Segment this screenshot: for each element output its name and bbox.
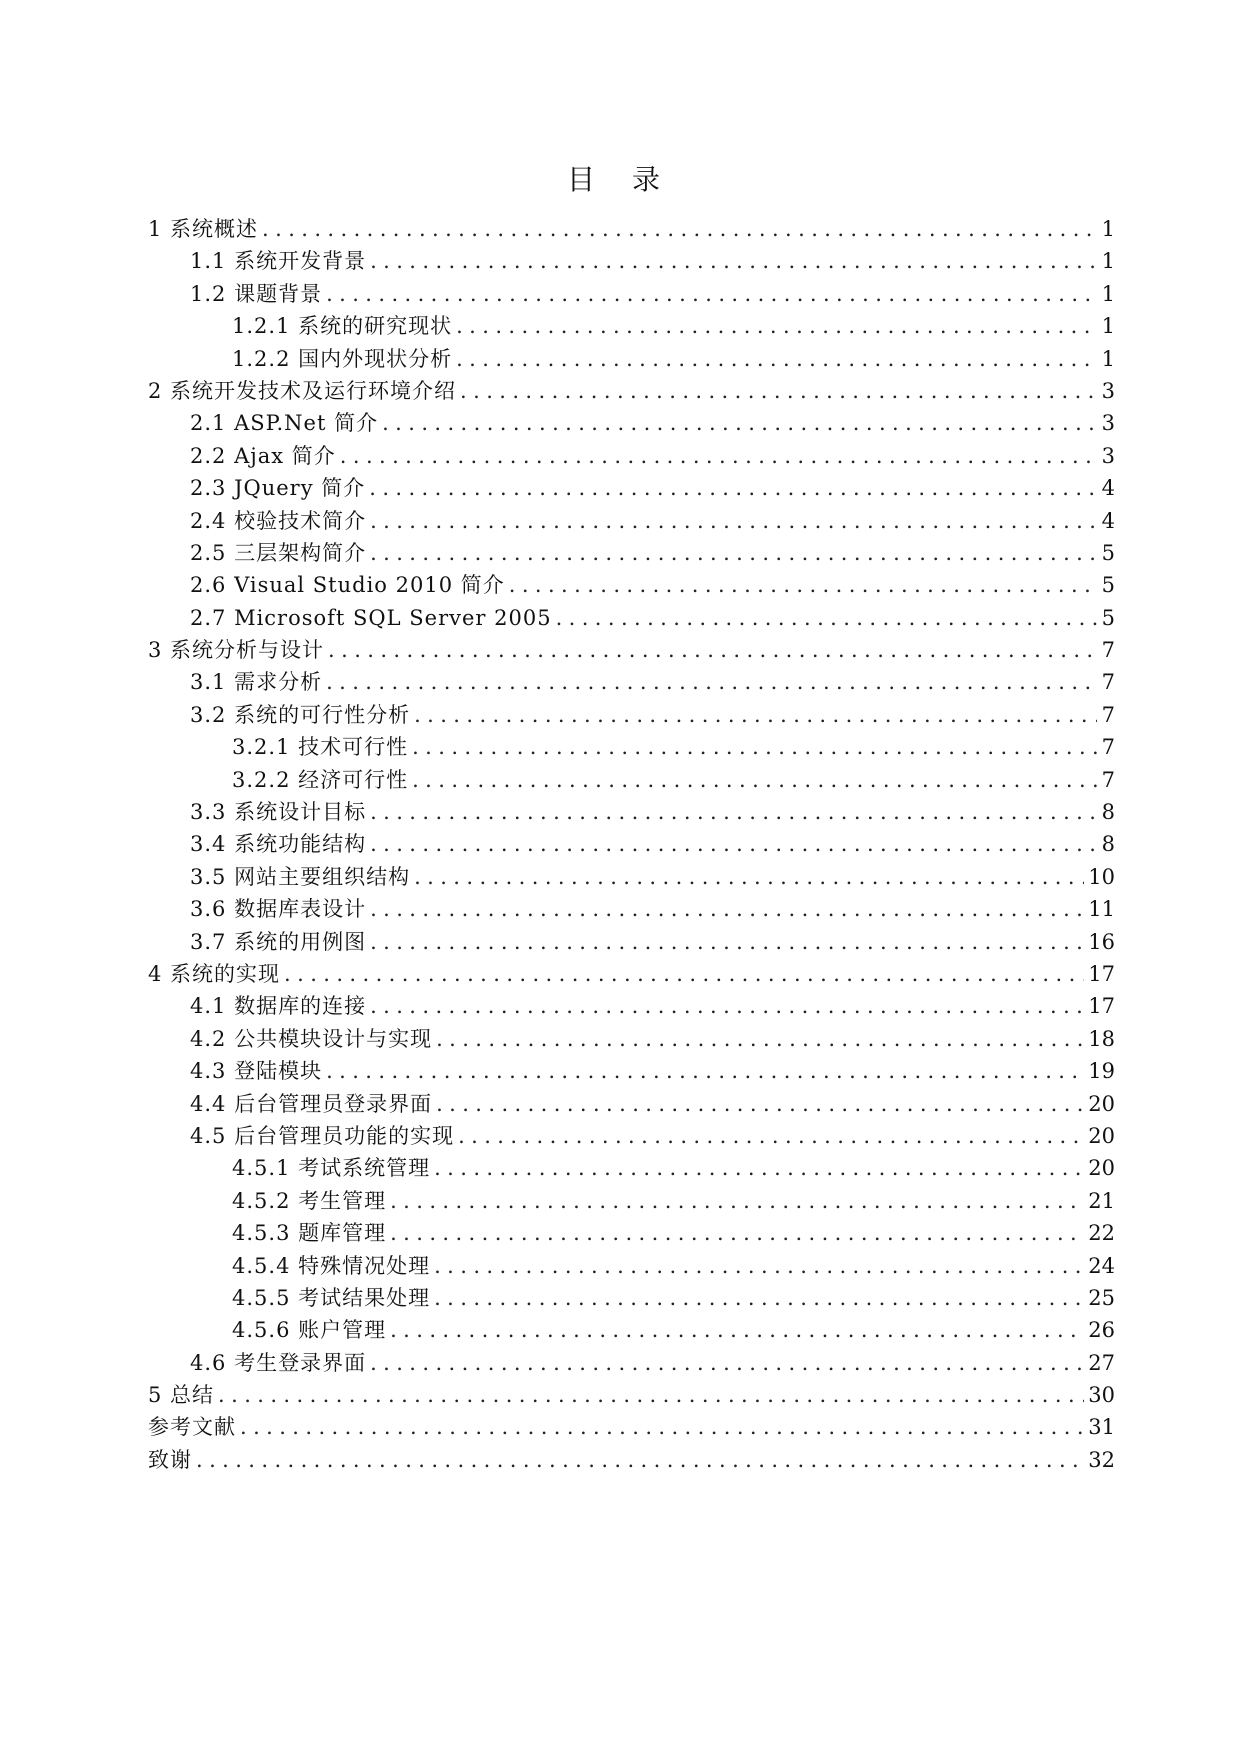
toc-dot-leader — [390, 1314, 1084, 1346]
toc-entry[interactable] — [148, 699, 1115, 731]
toc-entry-title: 3.4 系统功能结构 — [190, 832, 367, 857]
toc-page-number: 7 — [1101, 735, 1115, 760]
toc-dot-leader — [509, 569, 1097, 601]
toc-page-number: 3 — [1101, 378, 1115, 403]
toc-entry-title: 3.2.2 经济可行性 — [232, 767, 409, 792]
toc-page-number: 7 — [1101, 638, 1115, 663]
toc-entry-title: 3.6 数据库表设计 — [190, 897, 367, 922]
toc-entry[interactable] — [148, 407, 1115, 439]
toc-entry[interactable] — [148, 569, 1115, 601]
toc-entry-title: 3.3 系统设计目标 — [190, 800, 367, 825]
toc-entry[interactable] — [148, 310, 1115, 342]
toc-page-number: 5 — [1101, 605, 1115, 630]
toc-dot-leader — [196, 1444, 1084, 1476]
toc-dot-leader — [370, 893, 1084, 925]
toc-dot-leader — [370, 245, 1097, 277]
toc-page-number: 30 — [1088, 1383, 1115, 1408]
toc-entry-title: 4.5.6 账户管理 — [232, 1318, 387, 1343]
toc-dot-leader — [370, 796, 1097, 828]
toc-entry-title: 2 系统开发技术及运行环境介绍 — [148, 378, 457, 403]
toc-entry-title: 4 系统的实现 — [148, 961, 281, 986]
toc-page-number: 22 — [1088, 1221, 1115, 1246]
toc-entry[interactable] — [148, 537, 1115, 569]
toc-entry[interactable] — [148, 1314, 1115, 1346]
toc-page-number: 25 — [1088, 1285, 1115, 1310]
toc-entry-title: 2.1 ASP.Net 简介 — [190, 411, 379, 436]
toc-dot-leader — [284, 958, 1084, 990]
toc-entry-title: 1.2 课题背景 — [190, 281, 323, 306]
toc-dot-leader — [382, 407, 1097, 439]
toc-entry-title: 参考文献 — [148, 1415, 236, 1440]
toc-page-number: 8 — [1101, 832, 1115, 857]
toc-entry[interactable] — [148, 1347, 1115, 1379]
toc-entry[interactable] — [148, 505, 1115, 537]
toc-entry-title: 4.2 公共模块设计与实现 — [190, 1026, 433, 1051]
toc-dot-leader — [412, 764, 1097, 796]
toc-dot-leader — [370, 828, 1097, 860]
toc-entry-title: 2.7 Microsoft SQL Server 2005 — [190, 605, 552, 630]
toc-entry-title: 4.5 后台管理员功能的实现 — [190, 1123, 455, 1148]
toc-entry[interactable] — [148, 1152, 1115, 1184]
toc-entry[interactable] — [148, 893, 1115, 925]
toc-page-number: 16 — [1088, 929, 1115, 954]
toc-page-number: 20 — [1088, 1123, 1115, 1148]
toc-entry[interactable] — [148, 764, 1115, 796]
toc-entry-title: 1.2.2 国内外现状分析 — [232, 346, 453, 371]
toc-page-number: 5 — [1101, 540, 1115, 565]
toc-entry[interactable] — [148, 1282, 1115, 1314]
toc-entry-title: 1.2.1 系统的研究现状 — [232, 314, 453, 339]
toc-entry[interactable] — [148, 1185, 1115, 1217]
toc-dot-leader — [370, 926, 1084, 958]
toc-page-number: 17 — [1088, 961, 1115, 986]
toc-entry[interactable] — [148, 958, 1115, 990]
toc-page-number: 1 — [1101, 249, 1115, 274]
toc-dot-leader — [328, 634, 1097, 666]
toc-entry-title: 3 系统分析与设计 — [148, 638, 325, 663]
toc-dot-leader — [218, 1379, 1084, 1411]
toc-page-number: 27 — [1088, 1350, 1115, 1375]
toc-dot-leader — [456, 310, 1097, 342]
toc-entry[interactable] — [148, 990, 1115, 1022]
toc-entry-title: 4.5.3 题库管理 — [232, 1221, 387, 1246]
toc-entry-title: 2.6 Visual Studio 2010 简介 — [190, 573, 505, 598]
toc-dot-leader — [456, 343, 1097, 375]
toc-entry[interactable] — [148, 1023, 1115, 1055]
toc-dot-leader — [434, 1282, 1084, 1314]
toc-dot-leader — [458, 1120, 1084, 1152]
toc-page-number: 4 — [1101, 508, 1115, 533]
toc-entry-title: 4.5.1 考试系统管理 — [232, 1156, 431, 1181]
toc-page-number: 24 — [1088, 1253, 1115, 1278]
toc-page-number: 19 — [1088, 1059, 1115, 1084]
toc-dot-leader — [556, 602, 1097, 634]
toc-entry-title: 2.4 校验技术简介 — [190, 508, 367, 533]
toc-dot-leader — [369, 472, 1097, 504]
toc-entry-title: 3.1 需求分析 — [190, 670, 323, 695]
toc-page-number: 7 — [1101, 702, 1115, 727]
toc-dot-leader — [434, 1152, 1084, 1184]
toc-entry-title: 4.5.4 特殊情况处理 — [232, 1253, 431, 1278]
page-title: 目 录 — [567, 163, 674, 196]
toc-dot-leader — [412, 731, 1097, 763]
toc-page-number: 3 — [1101, 443, 1115, 468]
toc-page-number: 5 — [1101, 573, 1115, 598]
toc-page-number: 17 — [1088, 994, 1115, 1019]
toc-page-number: 1 — [1101, 314, 1115, 339]
toc-dot-leader — [390, 1185, 1084, 1217]
toc-entry-title: 2.2 Ajax 简介 — [190, 443, 336, 468]
toc-entry[interactable] — [148, 343, 1115, 375]
toc-entry-title: 4.4 后台管理员登录界面 — [190, 1091, 433, 1116]
toc-entry-title: 4.6 考生登录界面 — [190, 1350, 367, 1375]
toc-dot-leader — [460, 375, 1097, 407]
toc-dot-leader — [436, 1023, 1084, 1055]
toc-dot-leader — [240, 1411, 1084, 1443]
toc-page-number: 7 — [1101, 670, 1115, 695]
toc-page-number: 20 — [1088, 1156, 1115, 1181]
toc-dot-leader — [414, 861, 1084, 893]
toc-entry[interactable] — [148, 1055, 1115, 1087]
toc-entry-title: 4.5.5 考试结果处理 — [232, 1285, 431, 1310]
toc-page-number: 31 — [1088, 1415, 1115, 1440]
toc-dot-leader — [414, 699, 1097, 731]
toc-entry-title: 4.1 数据库的连接 — [190, 994, 367, 1019]
toc-page-number: 7 — [1101, 767, 1115, 792]
toc-page-number: 11 — [1088, 897, 1115, 922]
toc-entry-title: 1 系统概述 — [148, 217, 259, 241]
toc-entry[interactable] — [148, 472, 1115, 504]
toc-dot-leader — [370, 505, 1097, 537]
toc-entry-title: 4.3 登陆模块 — [190, 1059, 323, 1084]
table-of-contents — [148, 213, 1115, 1476]
toc-entry-title: 4.5.2 考生管理 — [232, 1188, 387, 1213]
toc-entry[interactable] — [148, 1379, 1115, 1411]
toc-dot-leader — [326, 666, 1097, 698]
toc-entry-title: 3.2.1 技术可行性 — [232, 735, 409, 760]
toc-entry[interactable] — [148, 926, 1115, 958]
toc-entry[interactable] — [148, 1217, 1115, 1249]
toc-page-number: 1 — [1101, 281, 1115, 306]
toc-page-number: 10 — [1088, 864, 1115, 889]
toc-entry[interactable] — [148, 1250, 1115, 1282]
toc-entry-title: 5 总结 — [148, 1383, 215, 1408]
toc-page-number: 3 — [1101, 411, 1115, 436]
toc-page-number: 18 — [1088, 1026, 1115, 1051]
toc-page-number: 1 — [1101, 346, 1115, 371]
toc-page-number: 1 — [1101, 217, 1115, 241]
toc-dot-leader — [326, 278, 1097, 310]
toc-entry[interactable] — [148, 245, 1115, 277]
toc-entry[interactable] — [148, 1120, 1115, 1152]
toc-entry[interactable] — [148, 796, 1115, 828]
toc-entry-title: 1.1 系统开发背景 — [190, 249, 367, 274]
toc-dot-leader — [390, 1217, 1084, 1249]
toc-entry-title: 2.3 JQuery 简介 — [190, 476, 366, 501]
toc-entry-title: 3.5 网站主要组织结构 — [190, 864, 411, 889]
toc-dot-leader — [370, 990, 1084, 1022]
toc-dot-leader — [370, 1347, 1084, 1379]
toc-dot-leader — [436, 1088, 1084, 1120]
toc-entry[interactable] — [148, 1088, 1115, 1120]
toc-entry[interactable] — [148, 634, 1115, 666]
toc-dot-leader — [370, 537, 1097, 569]
toc-entry-title: 3.7 系统的用例图 — [190, 929, 367, 954]
toc-entry[interactable] — [148, 440, 1115, 472]
toc-entry-title: 致谢 — [148, 1447, 192, 1472]
toc-entry-title: 2.5 三层架构简介 — [190, 540, 367, 565]
toc-page-number: 4 — [1101, 476, 1115, 501]
toc-entry[interactable] — [148, 278, 1115, 310]
toc-entry[interactable] — [148, 861, 1115, 893]
toc-page-number: 20 — [1088, 1091, 1115, 1116]
toc-entry[interactable] — [148, 375, 1115, 407]
toc-entry[interactable] — [148, 602, 1115, 634]
toc-dot-leader — [262, 213, 1097, 245]
toc-dot-leader — [434, 1250, 1084, 1282]
toc-dot-leader — [326, 1055, 1084, 1087]
toc-page-number: 26 — [1088, 1318, 1115, 1343]
toc-entry-title: 3.2 系统的可行性分析 — [190, 702, 411, 727]
toc-entry[interactable] — [148, 1444, 1115, 1476]
toc-entry[interactable] — [148, 1411, 1115, 1443]
toc-page-number: 21 — [1088, 1188, 1115, 1213]
toc-entry[interactable] — [148, 666, 1115, 698]
toc-page-number: 8 — [1101, 800, 1115, 825]
toc-page-number: 32 — [1088, 1447, 1115, 1472]
toc-entry[interactable] — [148, 213, 1115, 245]
toc-dot-leader — [340, 440, 1097, 472]
toc-entry[interactable] — [148, 731, 1115, 763]
toc-entry[interactable] — [148, 828, 1115, 860]
